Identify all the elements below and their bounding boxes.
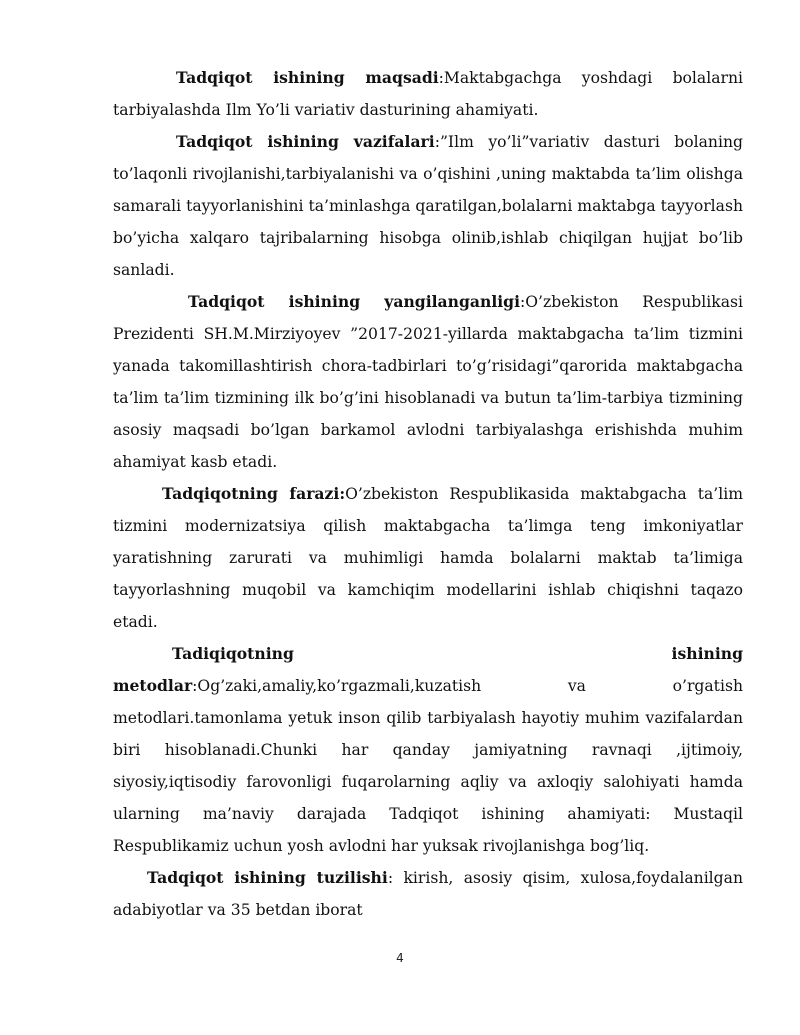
- document-body: [113, 62, 743, 926]
- paragraph-text: O’zbekiston Respublikasida maktabgacha ta’lim tizmini modernizatsiya qilish maktabgacha ta’limga teng imkoniyatlar yaratishning zarurati va muhimligi hamda bolalarni maktab ta’limiga tayyorlashning muqobil va kamchiqim modellarini ishlab chiqishni taqazo etadi.: [113, 485, 743, 631]
- paragraph-research-goal: [113, 62, 743, 126]
- paragraph-heading: Tadqiqot ishining vazifalari: [176, 132, 435, 151]
- paragraph-heading: Tadqiqot ishining tuzilishi: [147, 868, 388, 887]
- paragraph-text: :O’zbekiston Respublikasi Prezidenti SH.M.Mirziyoyev ”2017-2021-yillarda maktabgacha ta’lim tizmini yanada takomillashtirish chora-tadbirlari to’g’risidagi”qarorida maktabgacha ta’lim ta’lim tizmining ilk bo’g’ini hisoblanadi va butun ta’lim-tarbiya tizmining asosiy maqsadi bo’lgan barkamol avlodni tarbiyalashga erishishda muhim ahamiyat kasb etadi.: [113, 293, 743, 471]
- paragraph-heading: Tadqiqotning farazi:: [162, 484, 346, 503]
- paragraph-text: :Og’zaki,amaliy,ko’rgazmali,kuzatish va o’rgatish metodlari.tamonlama yetuk inson qilib tarbiyalash hayotiy muhim vazifalardan biri hisoblanadi.Chunki har qanday jamiyatning ravnaqi ,ijtimoiy, siyosiy,iqtisodiy farovonligi fuqarolarning aqliy va axloqiy salohiyati hamda ularning ma’naviy darajada Tadqiqot ishining ahamiyati: Mustaqil Respublikamiz uchun yosh avlodni har yuksak rivojlanishga bog’liq.: [113, 677, 743, 855]
- paragraph-heading: Tadiqiqotning ishining metodlar: [113, 644, 743, 695]
- paragraph-research-hypothesis: [113, 478, 743, 638]
- paragraph-text: :Maktabgachga yoshdagi bolalarni tarbiyalashda Ilm Yo’li variativ dasturining ahamiyati.: [113, 69, 743, 119]
- page-number: 4: [396, 951, 404, 965]
- paragraph-heading: Tadqiqot ishining yangilanganligi: [188, 292, 521, 311]
- paragraph-research-tasks: [113, 126, 743, 286]
- paragraph-text: : kirish, asosiy qisim, xulosa,foydalanilgan adabiyotlar va 35 betdan iborat: [113, 869, 743, 919]
- paragraph-heading: Tadqiqot ishining maqsadi: [176, 68, 439, 87]
- paragraph-research-novelty: [113, 286, 743, 478]
- paragraph-text: :”Ilm yo’li”variativ dasturi bolaning to’laqonli rivojlanishi,tarbiyalanishi va o’qishini ,uning maktabda ta’lim olishga samarali tayyorlanishini ta’minlashga qaratilgan,bolalarni maktabga tayyorlash bo’yicha xalqaro tajribalarning hisobga olinib,ishlab chiqilgan hujjat bo’lib sanladi.: [113, 133, 743, 279]
- paragraph-research-methods: [113, 638, 743, 862]
- paragraph-research-structure: [113, 862, 743, 926]
